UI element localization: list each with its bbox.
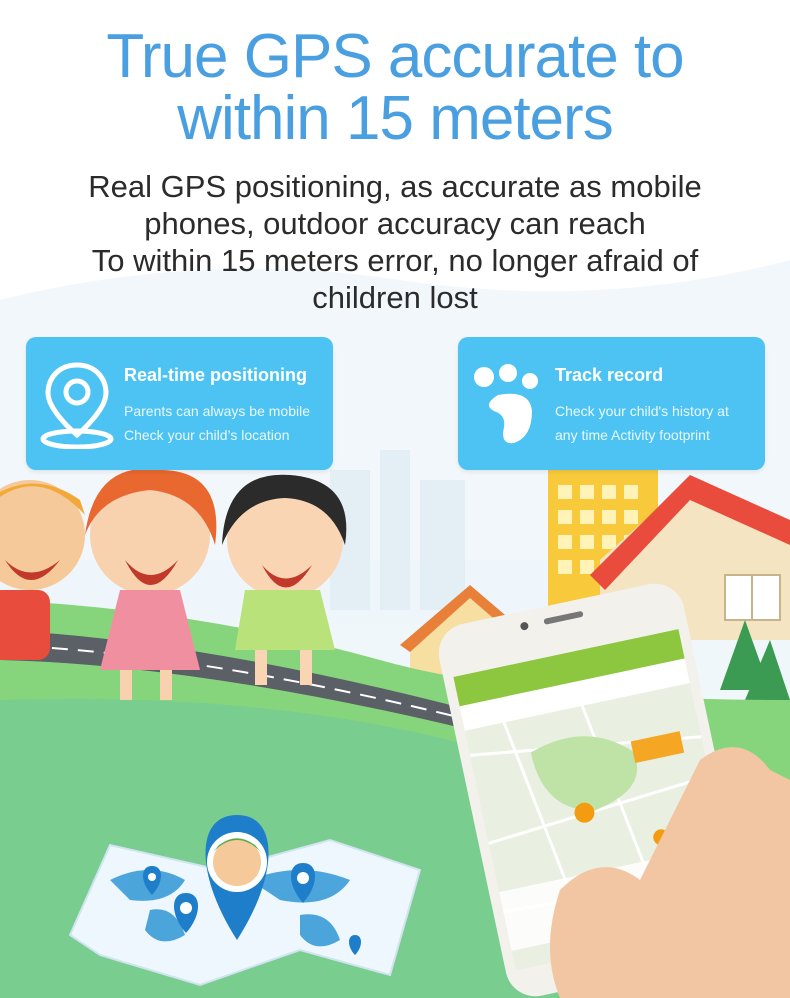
feature-title: Real-time positioning bbox=[124, 365, 308, 385]
feature-card-track-record bbox=[458, 337, 765, 470]
feature-line-2: Check your child’s location bbox=[124, 427, 290, 443]
feature-line-1: Parents can always be mobile bbox=[124, 403, 310, 419]
feature-title: Track record bbox=[555, 365, 664, 385]
location-pin-icon bbox=[38, 359, 116, 449]
description bbox=[20, 168, 770, 316]
description-line-1: Real GPS positioning, as accurate as mobile bbox=[88, 169, 702, 204]
feature-line-2: any time Activity footprint bbox=[555, 427, 710, 443]
headline-line-1: True GPS accurate to bbox=[106, 22, 684, 91]
description-line-3: To within 15 meters error, no longer afraid of bbox=[91, 243, 699, 278]
description-line-4: children lost bbox=[312, 280, 478, 315]
headline-line-2: within 15 meters bbox=[177, 84, 613, 153]
description-line-2: phones, outdoor accuracy can reach bbox=[144, 206, 646, 241]
headline bbox=[0, 22, 790, 153]
footprint-icon bbox=[470, 359, 548, 449]
feature-card-realtime-positioning bbox=[26, 337, 333, 470]
feature-line-1: Check your child's history at bbox=[555, 403, 729, 419]
